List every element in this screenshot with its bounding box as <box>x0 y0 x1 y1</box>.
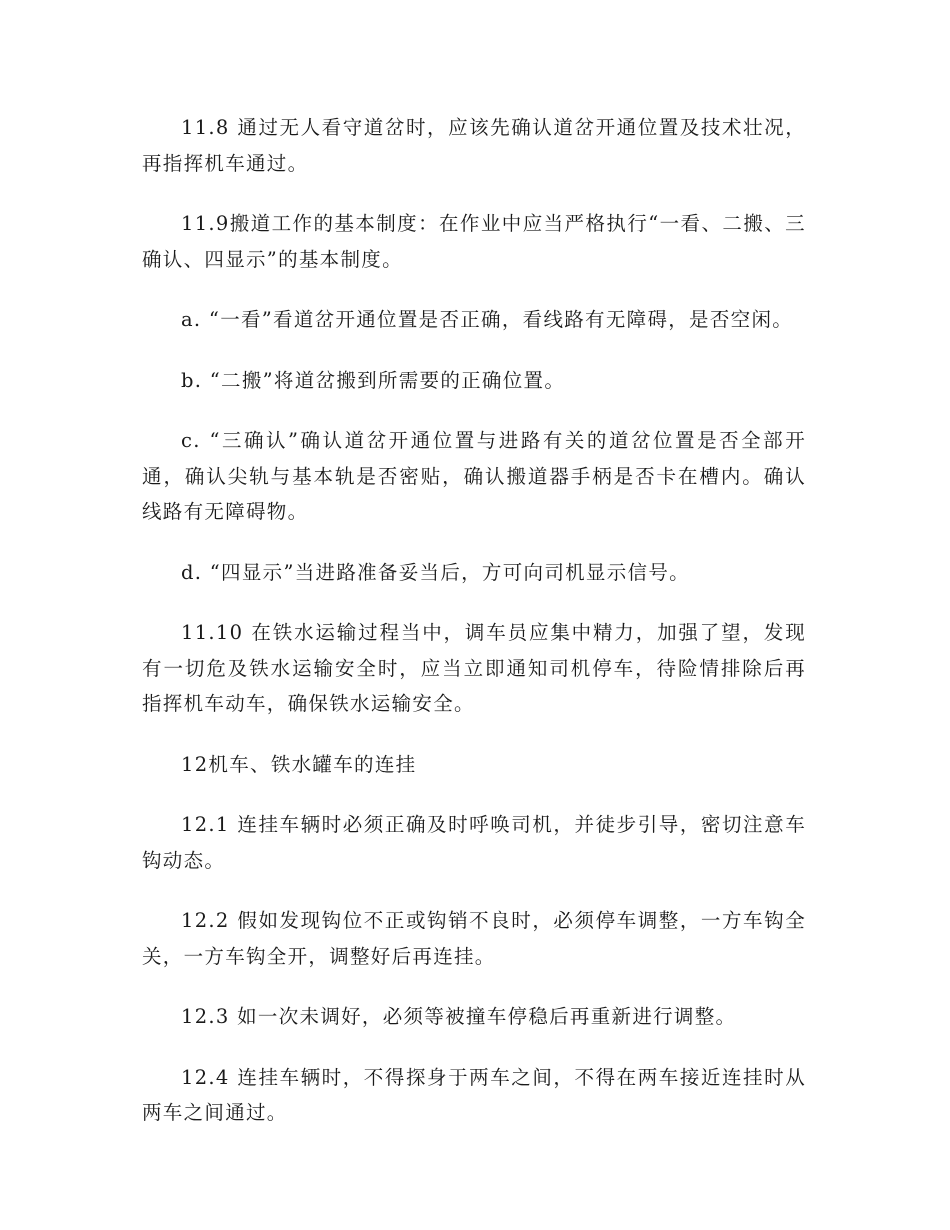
paragraph-12-1: 12.1 连挂车辆时必须正确及时呼唤司机，并徒步引导，密切注意车钩动态。 <box>142 813 806 872</box>
section-heading-12: 12机车、铁水罐车的连挂 <box>181 752 417 776</box>
paragraph-11-9-b: b. “二搬”将道岔搬到所需要的正确位置。 <box>181 368 566 392</box>
paragraph-12-3: 12.3 如一次未调好，必须等被撞车停稳后再重新进行调整。 <box>181 1005 737 1028</box>
paragraph-12-2: 12.2 假如发现钩位不正或钩销不良时，必须停车调整，一方车钩全关，一方车钩全开，调整好后再连挂。 <box>142 909 806 968</box>
paragraph-11-9-c: c. “三确认”确认道岔开通位置与进路有关的道岔位置是否全部开通，确认尖轨与基本轨是否密贴，确认搬道器手柄是否卡在槽内。确认线路有无障碍物。 <box>142 429 806 523</box>
paragraph-12-4: 12.4 连挂车辆时，不得探身于两车之间，不得在两车接近连挂时从两车之间通过。 <box>142 1065 806 1124</box>
paragraph-11-9-d: d. “四显示”当进路准备妥当后，方可向司机显示信号。 <box>181 560 690 584</box>
paragraph-11-9-a: a. “一看”看道岔开通位置是否正确，看线路有无障碍，是否空闲。 <box>181 308 794 331</box>
document-body <box>142 110 806 1156</box>
paragraph-11-8: 11.8 通过无人看守道岔时，应该先确认道岔开通位置及技术壮况，再指挥机车通过。 <box>142 116 806 175</box>
paragraph-11-9: 11.9搬道工作的基本制度：在作业中应当严格执行“一看、二搬、三确认、四显示”的基本制度。 <box>142 212 806 271</box>
paragraph-11-10: 11.10 在铁水运输过程当中，调车员应集中精力，加强了望，发现有一切危及铁水运输安全时，应当立即通知司机停车，待险情排除后再指挥机车动车，确保铁水运输安全。 <box>142 621 806 715</box>
